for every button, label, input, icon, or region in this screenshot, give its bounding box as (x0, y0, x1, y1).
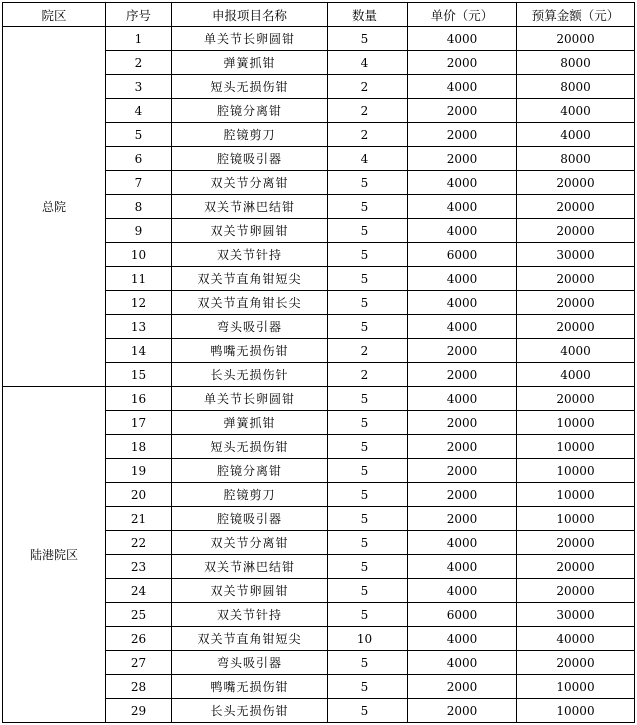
item-name-cell: 双关节卵圆钳 (172, 579, 328, 603)
quantity-cell: 2 (328, 123, 408, 147)
budget-cell: 4000 (517, 363, 635, 387)
campus-cell: 陆港院区 (3, 387, 106, 723)
unit-price-cell: 4000 (408, 219, 517, 243)
header-budget: 预算金额（元） (517, 3, 635, 27)
budget-cell: 8000 (517, 147, 635, 171)
quantity-cell: 5 (328, 171, 408, 195)
budget-cell: 10000 (517, 411, 635, 435)
unit-price-cell: 4000 (408, 315, 517, 339)
index-cell: 19 (106, 459, 172, 483)
index-cell: 29 (106, 699, 172, 723)
index-cell: 25 (106, 603, 172, 627)
item-name-cell: 双关节淋巴结钳 (172, 555, 328, 579)
index-cell: 23 (106, 555, 172, 579)
index-cell: 14 (106, 339, 172, 363)
index-cell: 10 (106, 243, 172, 267)
budget-cell: 4000 (517, 339, 635, 363)
item-name-cell: 腔镜剪刀 (172, 123, 328, 147)
item-name-cell: 双关节针持 (172, 243, 328, 267)
budget-cell: 4000 (517, 123, 635, 147)
index-cell: 1 (106, 27, 172, 51)
quantity-cell: 5 (328, 267, 408, 291)
budget-cell: 10000 (517, 483, 635, 507)
unit-price-cell: 2000 (408, 51, 517, 75)
item-name-cell: 鸭嘴无损伤钳 (172, 675, 328, 699)
quantity-cell: 5 (328, 195, 408, 219)
index-cell: 4 (106, 99, 172, 123)
unit-price-cell: 6000 (408, 243, 517, 267)
budget-cell: 40000 (517, 627, 635, 651)
quantity-cell: 5 (328, 387, 408, 411)
item-name-cell: 双关节直角钳短尖 (172, 267, 328, 291)
unit-price-cell: 2000 (408, 675, 517, 699)
quantity-cell: 2 (328, 339, 408, 363)
index-cell: 28 (106, 675, 172, 699)
unit-price-cell: 2000 (408, 483, 517, 507)
quantity-cell: 5 (328, 315, 408, 339)
budget-cell: 20000 (517, 555, 635, 579)
index-cell: 27 (106, 651, 172, 675)
unit-price-cell: 2000 (408, 411, 517, 435)
unit-price-cell: 2000 (408, 699, 517, 723)
budget-cell: 20000 (517, 531, 635, 555)
index-cell: 15 (106, 363, 172, 387)
index-cell: 17 (106, 411, 172, 435)
unit-price-cell: 2000 (408, 147, 517, 171)
quantity-cell: 5 (328, 411, 408, 435)
index-cell: 13 (106, 315, 172, 339)
index-cell: 16 (106, 387, 172, 411)
item-name-cell: 鸭嘴无损伤钳 (172, 339, 328, 363)
index-cell: 3 (106, 75, 172, 99)
index-cell: 21 (106, 507, 172, 531)
item-name-cell: 单关节长卵圆钳 (172, 387, 328, 411)
index-cell: 2 (106, 51, 172, 75)
quantity-cell: 5 (328, 531, 408, 555)
index-cell: 11 (106, 267, 172, 291)
unit-price-cell: 4000 (408, 387, 517, 411)
item-name-cell: 腔镜剪刀 (172, 483, 328, 507)
unit-price-cell: 2000 (408, 507, 517, 531)
budget-cell: 4000 (517, 99, 635, 123)
budget-cell: 20000 (517, 315, 635, 339)
quantity-cell: 4 (328, 51, 408, 75)
quantity-cell: 5 (328, 507, 408, 531)
item-name-cell: 弯头吸引器 (172, 315, 328, 339)
quantity-cell: 5 (328, 651, 408, 675)
quantity-cell: 5 (328, 243, 408, 267)
quantity-cell: 5 (328, 579, 408, 603)
unit-price-cell: 2000 (408, 123, 517, 147)
budget-cell: 20000 (517, 267, 635, 291)
index-cell: 18 (106, 435, 172, 459)
budget-cell: 20000 (517, 651, 635, 675)
unit-price-cell: 6000 (408, 603, 517, 627)
quantity-cell: 5 (328, 219, 408, 243)
item-name-cell: 单关节长卵圆钳 (172, 27, 328, 51)
budget-cell: 10000 (517, 699, 635, 723)
unit-price-cell: 4000 (408, 27, 517, 51)
item-name-cell: 双关节直角钳短尖 (172, 627, 328, 651)
item-name-cell: 短头无损伤钳 (172, 75, 328, 99)
index-cell: 20 (106, 483, 172, 507)
header-campus: 院区 (3, 3, 106, 27)
unit-price-cell: 2000 (408, 459, 517, 483)
header-index: 序号 (106, 3, 172, 27)
item-name-cell: 腔镜吸引器 (172, 507, 328, 531)
unit-price-cell: 4000 (408, 651, 517, 675)
item-name-cell: 双关节针持 (172, 603, 328, 627)
unit-price-cell: 4000 (408, 171, 517, 195)
index-cell: 5 (106, 123, 172, 147)
unit-price-cell: 2000 (408, 99, 517, 123)
budget-cell: 20000 (517, 219, 635, 243)
item-name-cell: 双关节分离钳 (172, 171, 328, 195)
index-cell: 7 (106, 171, 172, 195)
quantity-cell: 5 (328, 603, 408, 627)
unit-price-cell: 4000 (408, 291, 517, 315)
header-row (3, 3, 635, 27)
unit-price-cell: 2000 (408, 339, 517, 363)
budget-cell: 20000 (517, 579, 635, 603)
unit-price-cell: 2000 (408, 435, 517, 459)
budget-cell: 20000 (517, 291, 635, 315)
item-name-cell: 腔镜分离钳 (172, 99, 328, 123)
budget-cell: 8000 (517, 51, 635, 75)
unit-price-cell: 4000 (408, 627, 517, 651)
item-name-cell: 双关节分离钳 (172, 531, 328, 555)
budget-cell: 10000 (517, 675, 635, 699)
index-cell: 26 (106, 627, 172, 651)
quantity-cell: 5 (328, 699, 408, 723)
quantity-cell: 5 (328, 435, 408, 459)
header-price: 单价（元） (408, 3, 517, 27)
header-name: 申报项目名称 (172, 3, 328, 27)
table-row (3, 27, 635, 51)
item-name-cell: 长头无损伤针 (172, 363, 328, 387)
quantity-cell: 4 (328, 147, 408, 171)
index-cell: 6 (106, 147, 172, 171)
budget-cell: 20000 (517, 387, 635, 411)
quantity-cell: 5 (328, 675, 408, 699)
quantity-cell: 5 (328, 459, 408, 483)
item-name-cell: 腔镜吸引器 (172, 147, 328, 171)
item-name-cell: 长头无损伤钳 (172, 699, 328, 723)
quantity-cell: 5 (328, 555, 408, 579)
unit-price-cell: 4000 (408, 579, 517, 603)
item-name-cell: 双关节直角钳长尖 (172, 291, 328, 315)
table-body (3, 27, 635, 723)
index-cell: 22 (106, 531, 172, 555)
budget-cell: 8000 (517, 75, 635, 99)
budget-cell: 10000 (517, 435, 635, 459)
item-name-cell: 弯头吸引器 (172, 651, 328, 675)
unit-price-cell: 4000 (408, 555, 517, 579)
budget-cell: 20000 (517, 195, 635, 219)
item-name-cell: 弹簧抓钳 (172, 411, 328, 435)
table-row (3, 387, 635, 411)
budget-cell: 30000 (517, 243, 635, 267)
item-name-cell: 双关节淋巴结钳 (172, 195, 328, 219)
quantity-cell: 2 (328, 99, 408, 123)
unit-price-cell: 4000 (408, 267, 517, 291)
unit-price-cell: 4000 (408, 195, 517, 219)
item-name-cell: 双关节卵圆钳 (172, 219, 328, 243)
quantity-cell: 2 (328, 363, 408, 387)
item-name-cell: 腔镜分离钳 (172, 459, 328, 483)
unit-price-cell: 4000 (408, 75, 517, 99)
budget-cell: 20000 (517, 27, 635, 51)
quantity-cell: 5 (328, 27, 408, 51)
index-cell: 9 (106, 219, 172, 243)
item-name-cell: 短头无损伤钳 (172, 435, 328, 459)
campus-cell: 总院 (3, 27, 106, 387)
quantity-cell: 10 (328, 627, 408, 651)
index-cell: 8 (106, 195, 172, 219)
budget-table (2, 2, 635, 723)
budget-cell: 20000 (517, 171, 635, 195)
quantity-cell: 5 (328, 291, 408, 315)
index-cell: 12 (106, 291, 172, 315)
budget-cell: 10000 (517, 459, 635, 483)
item-name-cell: 弹簧抓钳 (172, 51, 328, 75)
quantity-cell: 2 (328, 75, 408, 99)
budget-cell: 30000 (517, 603, 635, 627)
index-cell: 24 (106, 579, 172, 603)
budget-cell: 10000 (517, 507, 635, 531)
unit-price-cell: 4000 (408, 531, 517, 555)
unit-price-cell: 2000 (408, 363, 517, 387)
quantity-cell: 5 (328, 483, 408, 507)
header-qty: 数量 (328, 3, 408, 27)
